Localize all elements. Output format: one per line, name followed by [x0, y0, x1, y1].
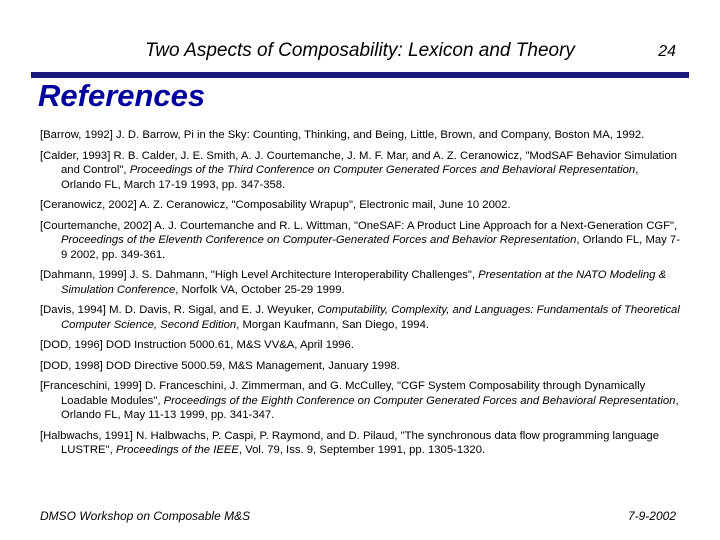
reference-list	[40, 128, 680, 464]
reference-item: [Franceschini, 1999] D. Franceschini, J. Zimmerman, and G. McCulley, "CGF System Composability through Dynamically Loadable Modules", Proceedings of the Eighth Conference on Computer Generated Forces and Behavioral Representation, Orlando FL, May 11-13 1999, pp. 341-347.	[40, 380, 679, 421]
reference-item: [Courtemanche, 2002] A. J. Courtemanche and R. L. Wittman, "OneSAF: A Product Line Approach for a Next-Generation CGF", Proceedings of the Eleventh Conference on Computer-Generated Forces and Behavior Representation, Orlando FL, May 7-9 2002, pp. 349-361.	[40, 219, 680, 261]
reference-item: [Calder, 1993] R. B. Calder, J. E. Smith, A. J. Courtemanche, J. M. F. Mar, and A. Z. Ceranowicz, "ModSAF Behavior Simulation and Control", Proceedings of the Third Conference on Computer Generated Forces and Behavioral Representation, Orlando FL, March 17-19 1993, pp. 347-358.	[40, 149, 677, 191]
section-title: References	[38, 78, 206, 113]
reference-item: [DOD, 1998] DOD Directive 5000.59, M&S Management, January 1998.	[40, 359, 400, 372]
reference-item: [Davis, 1994] M. D. Davis, R. Sigal, and E. J. Weyuker, Computability, Complexity, and Languages: Fundamentals of Theoretical Computer Science, Second Edition, Morgan Kaufmann, San Diego, 1994.	[40, 304, 680, 331]
footer-date: 7-9-2002	[627, 509, 676, 523]
reference-item: [DOD, 1996] DOD Instruction 5000.61, M&S VV&A, April 1996.	[40, 339, 354, 351]
slide-header-title: Two Aspects of Composability: Lexicon and Theory	[145, 40, 575, 61]
footer-event: DMSO Workshop on Composable M&S	[40, 509, 251, 523]
reference-item: [Ceranowicz, 2002] A. Z. Ceranowicz, "Composability Wrapup", Electronic mail, June 10 2002.	[40, 199, 511, 211]
page-number: 24	[658, 43, 676, 60]
reference-item: [Barrow, 1992] J. D. Barrow, Pi in the Sky: Counting, Thinking, and Being, Little, Brown, and Company, Boston MA, 1992.	[40, 129, 645, 141]
reference-item: [Halbwachs, 1991] N. Halbwachs, P. Caspi, P. Raymond, and D. Pilaud, "The synchronous data flow programming language LUSTRE", Proceedings of the IEEE, Vol. 79, Iss. 9, September 1991, pp. 1305-1320.	[40, 429, 659, 456]
reference-item: [Dahmann, 1999] J. S. Dahmann, "High Level Architecture Interoperability Challenges", Presentation at the NATO Modeling & Simulation Conference, Norfolk VA, October 25-29 1999.	[40, 269, 667, 296]
